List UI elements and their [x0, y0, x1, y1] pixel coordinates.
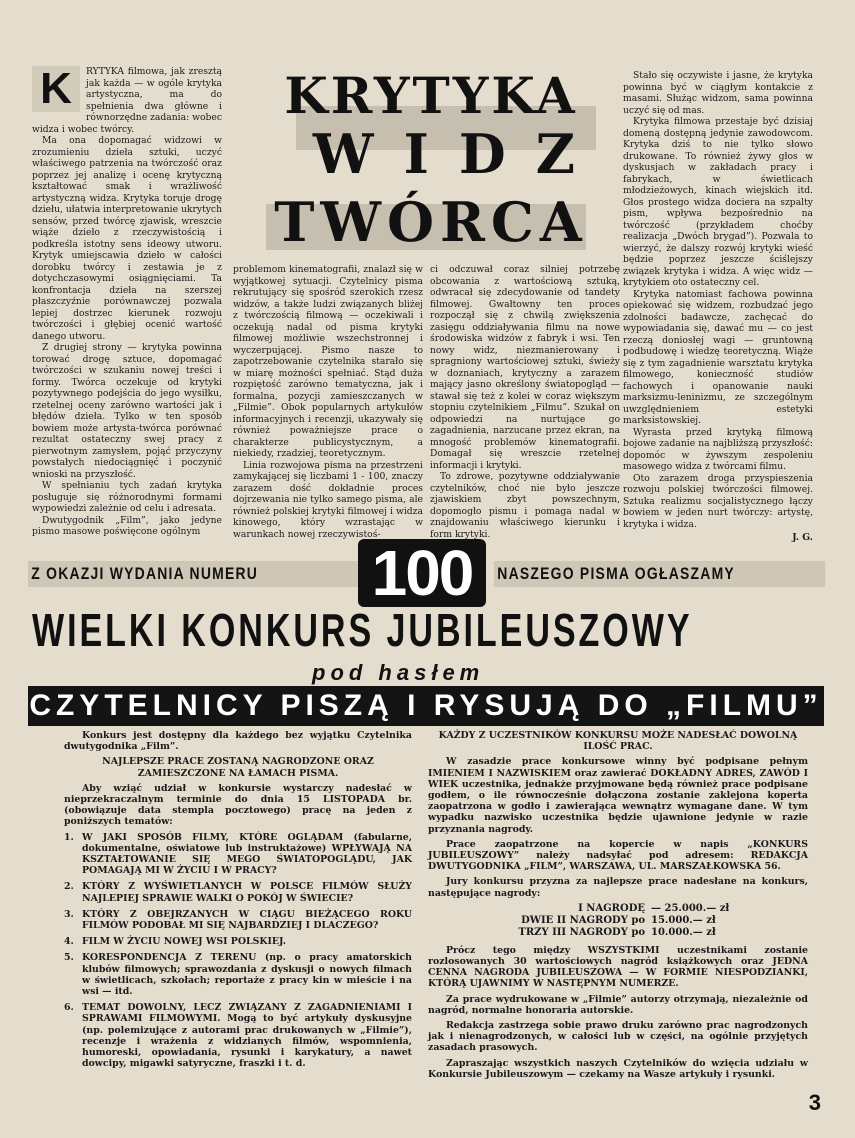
article-column-4: [623, 70, 813, 544]
rules-deadline: Aby wziąć udział w konkursie wystarczy nadesłać w nieprzekraczalnym terminie do dnia 15 LISTOPADA br. (obowiązuje data stempla pocztowego) pracę na jeden z poniższych tematów:: [64, 782, 412, 828]
article-paragraph: Oto zarazem droga przyspieszenia rozwoju polskiej twórczości filmowej. Sztuka realizmu socjalistycznego łączy bowiem w jeden nurt twórczy: artystę, krytyka i widza.: [623, 472, 813, 530]
topic-item: 2. KTÓRY Z WYŚWIETLANYCH W POLSCE FILMÓW SŁUŻY NAJLEPIEJ SPRAWIE WALKI O POKÓJ W ŚWIECIE?: [64, 881, 412, 904]
prize-row: TRZY III NAGRODY po 10.000.— zł: [518, 926, 716, 938]
article-paragraph: problemom kinematografii, znalazł się w wyjątkowej sytuacji. Czytelnicy pisma rekrutujący się spośród szerokich rzesz widzów, a także ludzi związanych bliżej z twórczością filmową — oczekiwali i oczekują nadal od pisma krytyki filmowej możliwie wszechstronnej i wyczerpującej. Pismo nasze to zapotrzebowanie czytelnika starało się w miarę możności spełniać. Stąd duża rozpiętość zarówno tematyczna, jak i formalna, pozycji zamieszczanych w „Filmie”. Obok popularnych artykułów informacyjnych i recenzji, ukazywały się również poważniejsze prace o charakterze publicystycznym, a niekiedy, rzadziej, teoretycznym.: [233, 264, 423, 459]
rules-extra-prizes: Prócz tego między WSZYSTKIMI uczestnikami zostanie rozlosowanych 30 wartościowych nagród książkowych oraz JEDNA CENNA NAGRODA JUBILEUSZOWA — W FORMIE NIESPODZIANKI, KTÓRĄ UJAWNIMY W NASTĘPNYM NUMERZE.: [428, 944, 808, 990]
article-paragraph: ci odczuwał coraz silniej potrzebę obcowania z wartościową sztuką, odwracał się zdecydowanie od tandety filmowej. Gwałtowny ten proces rozpoczął się z chwilą zwiększenia zasięgu oddziaływania filmu na nowe środowiska widzów z fabryk i wsi. Ten nowy widz, niezmanierowany i spragniony wartościowej sztuki, świeży w doznaniach, krytyczny a zarazem mający jasno określony światopogląd — stawał się też z kolei w coraz większym stopniu czytelnikiem „Filmu”. Szukał on odpowiedzi na nurtujące go zagadnienia, narzucane przez ekran, na mnogość problemów kinematografii. Domagał się wreszcie rzetelnej informacji i krytyki.: [430, 264, 620, 471]
article-column-2: [233, 264, 423, 540]
article-paragraph: To zdrowe, pozytywne oddziaływanie czytelników, choć nie było jeszcze zjawiskiem zbyt powszechnym, dopomogło pismu i pomaga nadal w znajdowaniu właściwego kierunku i form krytyki.: [430, 471, 620, 540]
article-paragraph: W spełnianiu tych zadań krytyka posługuje się różnorodnymi formami wypowiedzi zależnie od celu i adresata.: [32, 480, 222, 514]
announcement-right-text: NASZEGO PISMA OGŁASZAMY: [494, 561, 825, 587]
rules-intro: Konkurs jest dostępny dla każdego bez wyjątku Czytelnika dwutygodnika „Film”.: [64, 730, 412, 753]
contest-rules-right: [428, 730, 808, 1084]
article-headline: [246, 62, 616, 258]
headline-line-1: KRYTYKA: [284, 66, 578, 125]
article-paragraph: Dwutygodnik „Film”, jako jedyne pismo masowe poświęcone ogólnym: [32, 514, 222, 537]
topic-item: 6. TEMAT DOWOLNY, LECZ ZWIĄZANY Z ZAGADNIENIAMI I SPRAWAMI FILMOWYMI. Mogą to być artykuły dyskusyjne (np. polemizujące z autorami prac drukowanych w „Filmie”), recenzje i wrażenia z widzianych filmów, wspomnienia, humoreski, opowiadania, rysunki i karykatury, a nawet dowcipy, migawki satyryczne, fraszki i t. d.: [64, 1002, 412, 1070]
rules-address: Prace zaopatrzone na kopercie w napis „KONKURS JUBILEUSZOWY” należy nadsyłać pod adresem: REDAKCJA DWUTYGODNIKA „FILM”, WARSZAWA, UL. MARSZAŁKOWSKA 56.: [428, 838, 808, 873]
topic-list: [64, 832, 412, 1070]
contest-title: WIELKI KONKURS JUBILEUSZOWY: [32, 604, 693, 656]
article-column-3: [430, 264, 620, 540]
article-paragraph: Linia rozwojowa pisma na przestrzeni zamykającej się liczbami 1 - 100, znaczy zarazem dość dokładnie proces dojrzewania nie tylko samego pisma, ale również polskiej krytyki filmowej i widza kinowego, który wzrastając w warunkach nowej rzeczywistoś-: [233, 459, 423, 540]
rules-rights: Redakcja zastrzega sobie prawo druku zarówno prac nagrodzonych jak i nienagrodzonych, w całości lub w części, na ogólnie przyjętych zasadach prasowych.: [428, 1020, 808, 1054]
rules-invitation: Zapraszając wszystkich naszych Czytelników do wzięcia udziału w Konkursie Jubileuszowym — czekamy na Wasze artykuły i rysunki.: [428, 1057, 808, 1080]
article-paragraph: Wyrasta przed krytyką filmową bojowe zadanie na najbliższą przyszłość: dopomóc w żywszym zespoleniu masowego widza z twórcami filmu.: [623, 426, 813, 472]
prize-row: DWIE II NAGRODY po 15.000.— zł: [521, 914, 716, 926]
topic-item: 3. KTÓRY Z OBEJRZANYCH W CIĄGU BIEŻĄCEGO ROKU FILMÓW PODOBAŁ MI SIĘ NAJBARDZIEJ I DLACZEGO?: [64, 908, 412, 932]
article-paragraph: Krytyka filmowa przestaje być dzisiaj domeną dostępną jedynie zawodowcom. Krytyka dziś to nie tylko słowo drukowane. To również żywy głos w dyskusjach w zakładach pracy i fabrykach, w świetlicach młodzieżowych, kinach wiejskich itd. Głos prostego widza dociera na szpalty pism, wpływa bezpośrednio na twórczość (przykładem choćby realizacja „Dwóch brygad”). Pozwala to wierzyć, że dalszy rozwój krytyki wieść będzie poprzez jeszcze ściślejszy związek krytyka i widza. A więc widz — krytykiem oto ostateczny cel.: [623, 116, 813, 288]
article-column-1: [32, 66, 222, 538]
article-paragraph: Stało się oczywiste i jasne, że krytyka powinna być w ciągłym kontakcie z masami. Służąc widzom, sama powinna uczyć się od mas.: [623, 70, 813, 116]
page-number: 3: [808, 1090, 821, 1115]
issue-number-badge: 100: [358, 539, 486, 607]
rules-fees: Za prace wydrukowane w „Filmie” autorzy otrzymają, niezależnie od nagród, normalne honoraria autorskie.: [428, 993, 808, 1016]
drop-cap: K: [32, 66, 80, 112]
contest-rules-left: [64, 730, 412, 1074]
rules-signing: W zasadzie prace konkursowe winny być podpisane pełnym IMIENIEM I NAZWISKIEM oraz zawierać DOKŁADNY ADRES, ZAWÓD I WIEK uczestnika, jednakże przyjmowane będą również prace podpisane godłem, o ile równocześnie dołączona zostanie zaklejona koperta zaopatrzona w godło i zawierająca wewnątrz wymagane dane. W tym wypadku nazwisko uczestnika będzie ujawnione jedynie w razie przyznania nagrody.: [428, 756, 808, 835]
headline-line-3: TWÓRCA: [274, 190, 588, 254]
topic-item: 4. FILM W ŻYCIU NOWEJ WSI POLSKIEJ.: [64, 936, 287, 948]
headline-line-2: WIDZ: [312, 122, 606, 186]
prize-list: [428, 903, 808, 939]
article-paragraph: K RYTYKA filmowa, jak zresztą jak każda — w ogóle krytyka artystyczna, ma do spełnienia dwa główne i równorzędne zadania: wobec widza i wobec twórcy.: [32, 64, 222, 135]
topic-item: 1. W JAKI SPOSÓB FILMY, KTÓRE OGLĄDAM (fabularne, dokumentalne, oświatowe lub instruktażowe) WPŁYWAJĄ NA KSZTAŁTOWANIE SIĘ MEGO ŚWIATOPOGLĄDU, JAK POMAGAJĄ MI W ŻYCIU I W PRACY?: [64, 831, 412, 877]
article-paragraph: Ma ona dopomagać widzowi w zrozumieniu dzieła sztuki, uczyć właściwego patrzenia na twórczość oraz poprzez jej analizę i ocenę krytyczną kształtować smak i wrażliwość artystyczną widza. Krytyka toruje drogę dziełu, ułatwia interpretowanie ukrytych sensów, przed twórcę zjawisk, wreszcie wiąże dzieło z rzeczywistością i podkreśla istotny sens ideowy utworu. Krytyk umiejscawia dzieło w całości dorobku twórcy i zestawia je z dotychczasowymi osiągnięciami. Ta konfrontacja dzieła na szerszej płaszczyźnie porównawczej pozwala lepiej dostrzec kierunek rozwoju twórczości i głębiej ocenić wartość danego utworu.: [32, 135, 222, 342]
author-signature: J. G.: [792, 532, 813, 543]
prize-row: I NAGRODĘ — 25.000.— zł: [578, 902, 730, 914]
under-slogan-label: pod hasłem: [312, 660, 485, 685]
contest-slogan: CZYTELNICY PISZĄ I RYSUJĄ DO „FILMU”: [28, 686, 824, 726]
article-paragraph: Krytyka natomiast fachowa powinna opiekować się widzem, rozbudzać jego zdolności badawcze, zachęcać do wypowiadania się, dawać mu — co jest rzeczą doniosłej wagi — gruntowną podbudowę i wiedzę teoretyczną. Wiąże się z tym zagadnienie warsztatu krytyka filmowego, konieczność studiów fachowych i opanowanie nauki marksizmu-leninizmu, ze szczególnym uwzględnieniem estetyki marksistowskiej.: [623, 288, 813, 426]
announcement-left-text: Z OKAZJI WYDANIA NUMERU: [28, 561, 376, 587]
topic-item: 5. KORESPONDENCJA Z TERENU (np. o pracy amatorskich klubów filmowych; sprawozdania z dyskusji o nowych filmach w świetlicach, szkołach; reportaże z pracy kin w mieście i na wsi — itd.: [64, 952, 412, 998]
article-paragraph: Z drugiej strony — krytyka powinna torować drogę sztuce, dopomagać twórczości w szukaniu nowej treści i formy. Twórca oczekuje od krytyki pozytywnego podejścia do jego wysiłku, rzetelnej oceny zarówno wartości jak i błędów dzieła. Tylko w ten sposób bowiem może artysta-twórca porównać rezultat ostateczny swej pracy z pierwotnym zamysłem, pojąć przyczyny powstałych niedociągnięć i poczynić wnioski na przyszłość.: [32, 342, 222, 480]
rules-jury: Jury konkursu przyzna za najlepsze prace nadesłane na konkurs, następujące nagrody:: [428, 876, 808, 899]
rules-best-works: NAJLEPSZE PRACE ZOSTANĄ NAGRODZONE ORAZ ZAMIESZCZONE NA ŁAMACH PISMA.: [102, 756, 374, 779]
rules-any-number: KAŻDY Z UCZESTNIKÓW KONKURSU MOŻE NADESŁAĆ DOWOLNĄ ILOŚĆ PRAC.: [438, 730, 798, 753]
